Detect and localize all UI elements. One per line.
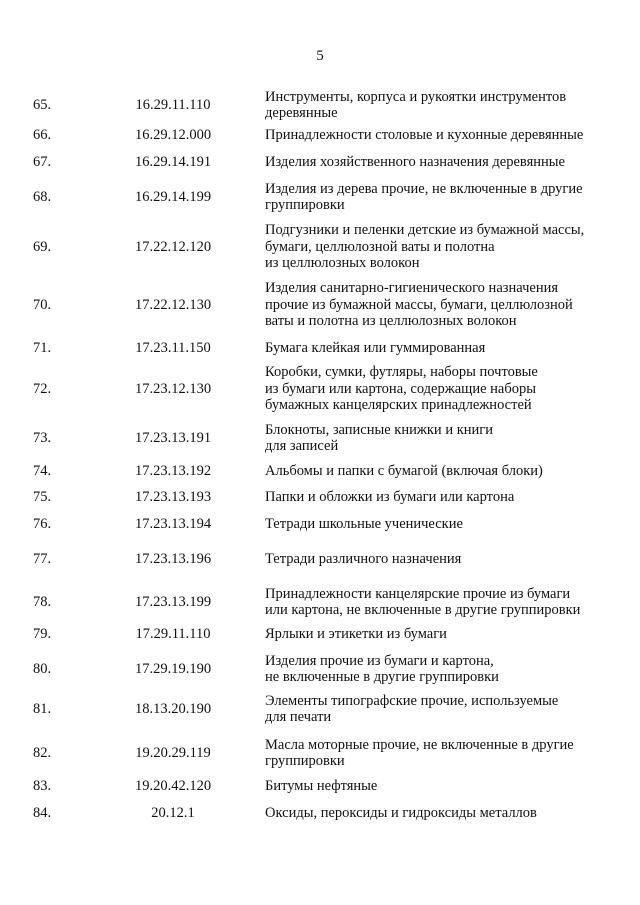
item-code: 17.23.12.130 [134,380,212,397]
item-code: 20.12.1 [151,805,195,822]
item-description: Принадлежности столовые и кухонные деревянные [265,127,584,144]
item-number: 77. [33,551,52,568]
list-item [0,88,640,122]
item-code: 17.22.12.130 [134,296,212,313]
item-code: 16.29.14.199 [134,188,212,205]
item-number: 83. [33,778,52,795]
item-number: 81. [33,700,52,717]
list-item [0,551,640,568]
item-number: 73. [33,429,52,446]
item-number: 72. [33,380,52,397]
item-code: 17.22.12.120 [134,238,212,255]
item-code: 16.29.12.000 [134,127,212,144]
item-number: 80. [33,660,52,677]
page-number: 5 [316,48,324,64]
item-number: 82. [33,744,52,761]
item-description: Альбомы и папки с бумагой (включая блоки) [265,463,543,480]
item-description: Бумага клейкая или гуммированная [265,340,486,357]
list-item [0,222,640,272]
list-item [0,421,640,455]
list-item [0,692,640,726]
item-description: Блокноты, записные книжки и книги для записей [265,421,493,454]
list-item [0,463,640,480]
list-item [0,340,640,357]
item-description: Ярлыки и этикетки из бумаги [265,626,447,643]
item-code: 16.29.14.191 [134,154,212,171]
item-description: Подгузники и пеленки детские из бумажной массы, бумаги, целлюлозной ваты и полотна из целлюлозных волокон [265,222,585,272]
item-code: 17.23.13.199 [134,593,212,610]
list-item [0,778,640,795]
item-description: Элементы типографские прочие, используемые для печати [265,692,559,725]
item-description: Изделия из дерева прочие, не включенные в другие группировки [265,180,583,213]
item-code: 17.23.13.196 [134,551,212,568]
list-item [0,154,640,171]
item-number: 65. [33,96,52,113]
item-code: 17.23.13.191 [134,429,212,446]
list-item [0,127,640,144]
item-number: 76. [33,516,52,533]
item-code: 18.13.20.190 [134,700,212,717]
item-code: 19.20.42.120 [134,778,212,795]
item-code: 17.23.13.194 [134,516,212,533]
item-number: 79. [33,626,52,643]
item-number: 75. [33,489,52,506]
item-number: 74. [33,463,52,480]
list-item [0,585,640,619]
item-number: 66. [33,127,52,144]
list-item [0,736,640,770]
item-code: 17.23.13.192 [134,463,212,480]
item-description: Инструменты, корпуса и рукоятки инструментов деревянные [265,88,567,121]
item-description: Битумы нефтяные [265,778,378,795]
item-description: Изделия прочие из бумаги и картона, не включенные в другие группировки [265,652,499,685]
item-description: Изделия хозяйственного назначения деревянные [265,154,565,171]
item-code: 19.20.29.119 [135,744,211,761]
list-item [0,652,640,686]
item-number: 84. [33,805,52,822]
item-description: Масла моторные прочие, не включенные в другие группировки [265,736,574,769]
item-number: 68. [33,188,52,205]
item-description: Коробки, сумки, футляры, наборы почтовые из бумаги или картона, содержащие наборы бумажных канцелярских принадлежностей [265,364,538,414]
item-code: 16.29.11.110 [135,96,211,113]
item-number: 70. [33,296,52,313]
item-number: 67. [33,154,52,171]
item-description: Изделия санитарно-гигиенического назначения прочие из бумажной массы, бумаги, целлюлозной ваты и полотна из целлюлозных волокон [265,280,573,330]
item-code: 17.23.11.150 [135,340,211,357]
item-description: Тетради различного назначения [265,551,462,568]
item-number: 69. [33,238,52,255]
item-code: 17.29.11.110 [135,626,211,643]
list-item [0,180,640,214]
item-code: 17.29.19.190 [134,660,212,677]
list-item [0,280,640,330]
item-description: Оксиды, пероксиды и гидроксиды металлов [265,805,537,822]
item-number: 78. [33,593,52,610]
item-number: 71. [33,340,52,357]
list-item [0,516,640,533]
item-description: Папки и обложки из бумаги или картона [265,489,515,506]
list-item [0,805,640,822]
item-description: Принадлежности канцелярские прочие из бумаги или картона, не включенные в другие группировки [265,585,581,618]
list-item [0,626,640,643]
item-description: Тетради школьные ученические [265,516,463,533]
list-item [0,489,640,506]
list-item [0,364,640,414]
item-code: 17.23.13.193 [134,489,212,506]
